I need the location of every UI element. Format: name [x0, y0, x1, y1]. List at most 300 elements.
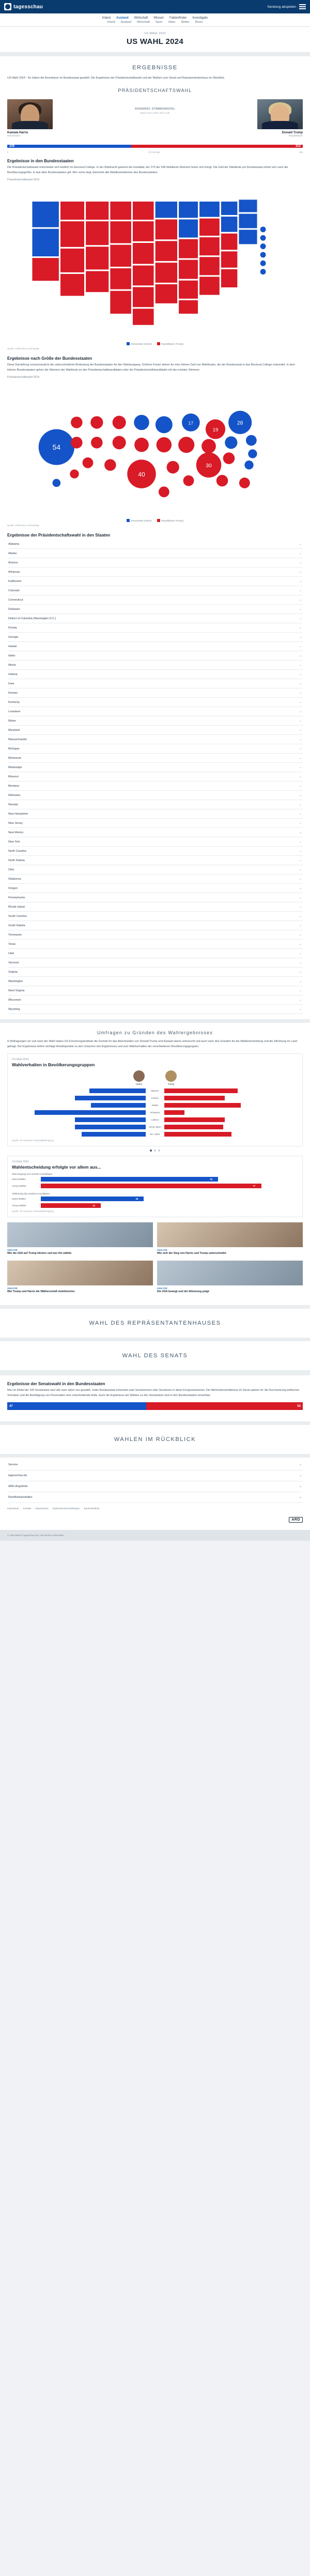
state-row[interactable] — [7, 893, 303, 902]
chevron-down-icon: ⌄ — [299, 673, 302, 677]
state-label: Oklahoma — [8, 877, 21, 881]
hamburger-icon[interactable] — [299, 3, 306, 10]
bar-label: Harris-Wähler — [12, 1198, 26, 1201]
poll-card-kicker: US-Wahl 2024 — [12, 1058, 29, 1062]
candidate-harris — [7, 99, 53, 137]
map-source: Quelle: AP/Election.com/nasdaq — [7, 347, 39, 350]
state-row[interactable] — [7, 651, 303, 661]
state-label: Maryland — [8, 728, 20, 732]
state-label: Rhode Island — [8, 905, 25, 909]
brand-logo[interactable] — [4, 3, 43, 10]
state-row[interactable] — [7, 875, 303, 884]
candidate-trump — [257, 99, 303, 137]
legend-rep: Republikaner (Trump) — [157, 342, 184, 345]
bar-label: Harris-Wähler — [12, 1178, 26, 1181]
nav-item-5[interactable]: Investigativ — [192, 17, 208, 20]
nav-row-secondary — [0, 20, 310, 24]
polls-intro: In Befragungen vor und nach der Wahl haben US-Forschungsinstitute die Gründe für das Abschneiden von Donald Trump und Kamala Harris untersucht und auch nach den Gründen für die Wahlentscheidung und die Stimmung im Land gefragt. Die Ergebnisse liefern wichtige Anhaltspunkte zu den Ursachen des Ergebnisses und zum Wahlverhalten der verschiedenen Bevölkerungsgruppen. — [7, 1040, 297, 1048]
state-row[interactable] — [7, 735, 303, 744]
candidate-photo-trump — [257, 99, 303, 129]
state-label: Michigan — [8, 747, 20, 750]
state-label: Connecticut — [8, 598, 23, 602]
electoral-map-label: Präsidentschaftswahl 2024 — [7, 178, 39, 182]
chevron-down-icon: ⌄ — [299, 933, 302, 937]
chevron-down-icon: ⌄ — [299, 906, 302, 909]
results-intro: US-Wahl 2024 - So haben die Amerikaner im Bundesstaat gewählt. Die Ergebnisse der Präsidentschaftswahl und der Wahlen zum Senat und Repräsentantenhaus im Überblick. — [7, 76, 225, 80]
states-accordion — [7, 540, 303, 1014]
state-row[interactable] — [7, 847, 303, 856]
chevron-down-icon: ⌄ — [299, 999, 302, 1002]
chevron-down-icon: ⌄ — [299, 571, 302, 574]
state-row[interactable] — [7, 633, 303, 642]
state-row[interactable] — [7, 540, 303, 549]
state-label: Georgia — [8, 635, 19, 639]
chevron-down-icon: ⌄ — [299, 682, 302, 686]
subnav-item-2[interactable]: Wirtschaft — [137, 21, 150, 24]
play-broadcast-link[interactable]: Sendung abspielen — [267, 5, 296, 9]
chevron-down-icon: ⌄ — [299, 1496, 302, 1499]
candidate-name-trump: Donald Trump — [282, 131, 303, 135]
bubble-map-source: Quelle: AP/Election.com/nasdaq — [7, 524, 39, 527]
state-row[interactable] — [7, 763, 303, 772]
electoral-map-text: Die Präsidentschaftswahl entscheidet sich letztlich im Electoral College. In der Wahlnacht gewinnt der Kandidat, der 270 der 538 Wahlleute-Stimmen hinter sich bringt. Die Zahl der Wahlleute pro Bundesstaat richtet sich nach der Bevölkerungsgröße. In fast allen Bundesstaaten gilt: Wer vorne liegt, bekommt alle Wahlleutestimmen des Bundesstaates. — [7, 166, 288, 174]
chevron-down-icon: ⌄ — [299, 729, 302, 732]
chevron-down-icon: ⌄ — [299, 840, 302, 844]
state-label: Wyoming — [8, 1007, 20, 1011]
svg-text:30: 30 — [206, 463, 212, 469]
bubble-map[interactable] — [7, 373, 303, 528]
brand-label: tagesschau — [13, 4, 43, 10]
state-row[interactable] — [7, 549, 303, 558]
group-label: Schwarze — [150, 1111, 160, 1114]
footer-accordion-ard[interactable] — [7, 1481, 303, 1492]
state-label: West Virginia — [8, 989, 25, 992]
chevron-down-icon: ⌄ — [299, 785, 302, 788]
poll-cand-harris — [133, 1070, 145, 1085]
teaser-card[interactable] — [157, 1261, 303, 1294]
poll-group-row: 83 Schwarze 15 — [12, 1110, 298, 1115]
state-row[interactable] — [7, 568, 303, 577]
group-label: 65+ Jahre — [150, 1133, 160, 1136]
chevron-down-icon: ⌄ — [299, 589, 302, 593]
house-section-title: WAHL DES REPRÄSENTANTENHAUSES — [0, 1309, 310, 1338]
map-legend — [7, 342, 303, 345]
state-row[interactable] — [7, 614, 303, 623]
result-status-label: ERGEBNIS, STIMMENANTEIL — [135, 108, 175, 111]
teaser-card[interactable] — [157, 1222, 303, 1255]
chevron-down-icon: ⌄ — [299, 552, 302, 556]
footer-accordion-label: Service — [8, 1463, 18, 1467]
subnav-item-4[interactable]: Video — [168, 21, 176, 24]
teaser-tag: ANALYSE — [7, 1249, 18, 1252]
poll-card2-title: Wahlentscheidung erfolgte vor allem aus... — [12, 1164, 101, 1170]
chevron-down-icon: ⌄ — [299, 794, 302, 798]
state-row[interactable] — [7, 977, 303, 986]
poll-bar-row: Trump-Wähler 77 — [12, 1184, 298, 1188]
chevron-down-icon: ⌄ — [299, 971, 302, 974]
teaser-title: Wie die USA auf Trump blicken und wer ihn wählte — [7, 1252, 72, 1255]
chevron-down-icon: ⌄ — [299, 692, 302, 695]
candidates-row — [7, 97, 303, 137]
bubble-map-title: Ergebnisse nach Größe der Bundesstaaten — [7, 356, 92, 361]
retrospective-section-title: WAHLEN IM RÜCKBLICK — [0, 1425, 310, 1454]
teaser-row-1 — [7, 1222, 303, 1255]
chevron-down-icon: ⌄ — [299, 915, 302, 918]
chevron-down-icon: ⌄ — [299, 645, 302, 649]
state-row[interactable] — [7, 800, 303, 809]
bar-label: Trump-Wähler — [12, 1185, 26, 1188]
teaser-card[interactable] — [7, 1222, 153, 1255]
poll-card2-source: Quelle: AP VoteCast / Nachwahlbefragung — [12, 1210, 54, 1213]
state-label: Alabama — [8, 542, 20, 546]
topbar — [0, 0, 310, 13]
state-row[interactable] — [7, 902, 303, 912]
state-row[interactable] — [7, 661, 303, 670]
state-label: Hawaii — [8, 645, 17, 648]
page-header — [0, 27, 310, 53]
footer-accordion-broadcasters[interactable] — [7, 1492, 303, 1503]
state-row[interactable] — [7, 754, 303, 763]
poll-bar-row: Harris-Wähler 62 — [12, 1177, 298, 1182]
state-row[interactable] — [7, 744, 303, 754]
state-label: Indiana — [8, 672, 18, 676]
candidate-photo-harris — [7, 99, 53, 129]
svg-text:28: 28 — [237, 420, 243, 426]
footer-link-imprint[interactable]: Impressum — [7, 1507, 19, 1510]
result-status — [53, 99, 257, 114]
state-label: Mississippi — [8, 765, 22, 769]
chevron-down-icon: ⌄ — [299, 1485, 302, 1489]
nav-item-3[interactable]: Wissen — [153, 17, 164, 20]
state-row[interactable] — [7, 940, 303, 949]
group-label: Männer — [151, 1090, 159, 1093]
bubble-legend-dem: Demokraten (Harris) — [127, 519, 152, 522]
page-kicker: US-WAHL 2024 — [144, 32, 166, 35]
senate-results-title: Ergebnisse der Senatswahl in den Bundesstaaten — [7, 1382, 105, 1387]
chevron-down-icon: ⌄ — [299, 896, 302, 900]
chevron-down-icon: ⌄ — [299, 1474, 302, 1478]
teaser-tag: ANALYSE — [157, 1249, 167, 1252]
state-label: Washington — [8, 979, 23, 983]
state-label: South Carolina — [8, 914, 27, 918]
state-label: Utah — [8, 952, 14, 955]
teaser-image — [7, 1261, 153, 1285]
teaser-title: Wie Trump und Harris die Wählerschaft mobilisierten — [7, 1290, 75, 1294]
state-label: North Carolina — [8, 849, 26, 853]
state-label: North Dakota — [8, 858, 25, 862]
state-row[interactable] — [7, 642, 303, 651]
electoral-vote-bar — [7, 142, 303, 150]
teaser-title: Die USA bewegt und die Stimmung prägt — [157, 1290, 209, 1294]
state-row[interactable] — [7, 670, 303, 679]
senate-section-title: WAHL DES SENATS — [0, 1341, 310, 1370]
teaser-card[interactable] — [7, 1261, 153, 1294]
state-label: Illinois — [8, 663, 16, 667]
svg-text:54: 54 — [52, 443, 61, 452]
poll-subgroup-1-label: Überzeugung von meinem Kandidaten — [12, 1173, 53, 1176]
poll-bar-row: Trump-Wähler 21 — [12, 1203, 298, 1208]
state-row[interactable] — [7, 828, 303, 837]
subnav-item-0[interactable]: Inland — [107, 21, 115, 24]
state-label: Arizona — [8, 561, 18, 564]
results-section — [0, 56, 310, 1019]
senate-results-section — [0, 1375, 310, 1421]
footer-link-accessibility[interactable]: Barrierefreiheit — [84, 1507, 100, 1510]
teaser-image — [7, 1222, 153, 1247]
state-label: Idaho — [8, 654, 16, 657]
poll-group-row: 41 Weiße 57 — [12, 1103, 298, 1108]
poll-card2-kicker: US-Wahl 2024 — [12, 1160, 29, 1164]
state-row[interactable] — [7, 707, 303, 716]
group-label: Latinos — [151, 1118, 159, 1122]
group-label: Frauen — [151, 1097, 159, 1100]
state-row[interactable] — [7, 968, 303, 977]
teaser-title: Wie sich der Sieg von Harris und Trump unterscheidet — [157, 1252, 226, 1255]
state-label: Louisiana — [8, 710, 21, 713]
state-row[interactable] — [7, 781, 303, 791]
topbar-actions — [267, 3, 306, 10]
state-label: Florida — [8, 626, 17, 630]
footer-links — [7, 1507, 303, 1510]
bubble-map-label: Präsidentschaftswahl 2024 — [7, 376, 39, 379]
page-title: US WAHL 2024 — [126, 37, 184, 46]
state-row[interactable] — [7, 809, 303, 819]
bubble-legend-rep: Republikaner (Trump) — [157, 519, 184, 522]
footer-link-privacy[interactable]: Datenschutz — [35, 1507, 49, 1510]
teaser-image — [157, 1222, 303, 1247]
chevron-down-icon: ⌄ — [299, 878, 302, 881]
poll-card-motivation — [7, 1156, 303, 1217]
poll-card-voting-groups — [7, 1053, 303, 1146]
scale-left: 0 — [7, 151, 9, 154]
poll-subgroup-2-label: Ablehnung des anderen Kandidaten — [12, 1192, 50, 1195]
state-row[interactable] — [7, 884, 303, 893]
state-label: Iowa — [8, 682, 14, 685]
poll-card-title: Wahlverhalten in Bevölkerungsgruppen — [12, 1062, 95, 1068]
results-title: ERGEBNISSE — [132, 65, 178, 71]
chevron-down-icon: ⌄ — [299, 719, 302, 723]
poll-cand-trump — [165, 1070, 177, 1085]
chevron-down-icon: ⌄ — [299, 543, 302, 546]
subnav-item-1[interactable]: Ausland — [120, 21, 131, 24]
candidate-party-harris: Demokraten — [7, 134, 21, 137]
chevron-down-icon: ⌄ — [299, 887, 302, 891]
state-label: Montana — [8, 784, 19, 788]
result-status-time: Stand: 06.11.2024, 06:41 Uhr — [140, 112, 170, 115]
subnav-item-3[interactable]: Sport — [155, 21, 163, 24]
group-label: 18-29 Jahre — [149, 1126, 161, 1129]
footer — [0, 1458, 310, 1530]
chevron-down-icon: ⌄ — [299, 924, 302, 928]
state-row[interactable] — [7, 837, 303, 847]
chevron-down-icon: ⌄ — [299, 775, 302, 779]
state-row[interactable] — [7, 958, 303, 968]
chevron-down-icon: ⌄ — [299, 664, 302, 667]
chevron-down-icon: ⌄ — [299, 757, 302, 760]
state-row[interactable] — [7, 688, 303, 698]
svg-text:19: 19 — [212, 427, 219, 433]
svg-text:40: 40 — [138, 471, 145, 479]
nav-row-primary — [0, 16, 310, 20]
state-row[interactable] — [7, 1005, 303, 1014]
state-label: Arkansas — [8, 570, 20, 574]
state-row[interactable] — [7, 791, 303, 800]
state-label: Massachusetts — [8, 738, 27, 741]
chevron-down-icon: ⌄ — [299, 580, 302, 584]
chevron-down-icon: ⌄ — [299, 617, 302, 621]
chevron-down-icon: ⌄ — [299, 831, 302, 835]
state-row[interactable] — [7, 949, 303, 958]
footer-accordion-label: Rundfunkanstalten — [8, 1496, 33, 1499]
state-row[interactable] — [7, 726, 303, 735]
state-row[interactable] — [7, 921, 303, 930]
chevron-down-icon: ⌄ — [299, 766, 302, 770]
state-label: Alaska — [8, 551, 17, 555]
scale-right: 538 — [299, 151, 303, 154]
state-row[interactable] — [7, 605, 303, 614]
state-row[interactable] — [7, 586, 303, 595]
poll-group-row: 48 65+ Jahre 50 — [12, 1132, 298, 1137]
state-label: Colorado — [8, 589, 20, 592]
poll-groups-chart — [12, 1088, 298, 1140]
state-label: New Jersey — [8, 821, 23, 825]
state-label: Delaware — [8, 607, 20, 611]
candidate-party-trump: Republikaner — [288, 134, 303, 137]
senate-seats-bar — [7, 1402, 303, 1410]
candidate-name-harris: Kamala Harris — [7, 131, 28, 135]
poll-cand-label-right: Trump — [167, 1083, 175, 1086]
teaser-tag: ANALYSE — [157, 1287, 167, 1290]
senate-bar-dem: 47 — [7, 1402, 146, 1410]
electoral-scale — [7, 151, 303, 154]
state-label: Virginia — [8, 970, 18, 974]
state-label: Maine — [8, 719, 16, 723]
electoral-map-title: Ergebnisse in den Bundesstaaten — [7, 159, 74, 164]
chevron-down-icon: ⌄ — [299, 803, 302, 807]
state-row[interactable] — [7, 856, 303, 865]
chevron-down-icon: ⌄ — [299, 654, 302, 658]
chevron-down-icon: ⌄ — [299, 738, 302, 742]
bubble-map-legend — [7, 519, 303, 522]
state-label: Kalifornien — [8, 579, 22, 583]
state-label: South Dakota — [8, 924, 25, 927]
state-label: Texas — [8, 942, 16, 946]
state-row[interactable] — [7, 865, 303, 875]
state-label: Pennsylvania — [8, 896, 25, 899]
state-label: Kansas — [8, 691, 18, 695]
scale-mid: 270 benötigt — [148, 151, 160, 154]
teaser-image — [157, 1261, 303, 1285]
state-label: Nebraska — [8, 793, 21, 797]
polls-section — [0, 1023, 310, 1305]
copyright: © ARD-aktuell / tagesschau.de | Alle Rechte vorbehalten — [0, 1530, 310, 1541]
chevron-down-icon: ⌄ — [299, 859, 302, 863]
us-choropleth-map-svg[interactable] — [7, 182, 303, 338]
electoral-bar-dem: 226 — [7, 145, 131, 148]
chevron-down-icon: ⌄ — [299, 710, 302, 714]
chevron-down-icon: ⌄ — [299, 822, 302, 825]
carousel-dots[interactable] — [7, 1149, 303, 1152]
bar-label: Trump-Wähler — [12, 1204, 26, 1207]
state-row[interactable] — [7, 577, 303, 586]
state-row[interactable] — [7, 995, 303, 1005]
state-label: Minnesota — [8, 756, 21, 760]
footer-link-contact[interactable]: Kontakt — [23, 1507, 32, 1510]
main-navigation — [0, 13, 310, 27]
state-label: New Hampshire — [8, 812, 28, 816]
state-row[interactable] — [7, 698, 303, 707]
state-row[interactable] — [7, 772, 303, 781]
electoral-bar-rep: 312 — [131, 145, 303, 148]
state-row[interactable] — [7, 558, 303, 568]
state-row[interactable] — [7, 930, 303, 940]
chevron-down-icon: ⌄ — [299, 812, 302, 816]
senate-results-text: Neu im Drittel der 100 Senatssitze wird alle zwei Jahre neu gewählt. Jeder Bundesstaat entsendet zwei Senatorinnen oder Senatoren in diese Kongresskammer. Die Mehrheitsverhältnisse im Senat spielen für die Durchsetzung politischer Vorhaben und die Bestätigung von Personalien eine entscheidende Rolle. Auch die Ergebnisse der Wahlen zu den Senatssitze sind in den Bundesstaaten einsehbar. — [7, 1389, 300, 1397]
bubble-map-text: Diese Darstellung veranschaulicht die unterschiedliche Bedeutung der Bundesstaaten für den Wahlausgang. Größere Kreise stehen für eine höhere Zahl von Wahlleuten, die der Bundesstaat in das Electoral College entsendet. In dem kleinen Bundesstaaten gehen die Stimmen der Wahlleute an den Präsidentschaftskandidaten oder die Präsidentschaftskandidatin mit den meisten Stimmen. — [7, 363, 295, 372]
nav-item-4[interactable]: Faktenfinder — [169, 17, 187, 20]
nav-item-0[interactable]: Inland — [102, 17, 111, 20]
senate-bar-rep: 53 — [146, 1402, 303, 1410]
chevron-down-icon: ⌄ — [299, 608, 302, 611]
state-label: Ohio — [8, 868, 14, 871]
state-label: Oregon — [8, 886, 18, 890]
state-label: Tennessee — [8, 933, 22, 937]
state-label: Missouri — [8, 775, 19, 778]
state-row[interactable] — [7, 623, 303, 633]
state-label: New Mexico — [8, 831, 24, 834]
state-row[interactable] — [7, 986, 303, 995]
chevron-down-icon: ⌄ — [299, 980, 302, 984]
state-row[interactable] — [7, 595, 303, 605]
footer-accordion-service[interactable] — [7, 1460, 303, 1470]
ard-logo: ARD — [289, 1517, 303, 1523]
teaser-tag: ANALYSE — [7, 1287, 18, 1290]
chevron-down-icon: ⌄ — [299, 599, 302, 602]
subnav-item-6[interactable]: Börse — [195, 21, 203, 24]
state-label: Kentucky — [8, 700, 20, 704]
poll-source: Quelle: AP VoteCast / Nachwahlbefragung — [12, 1139, 54, 1142]
chevron-down-icon: ⌄ — [299, 952, 302, 956]
state-row[interactable] — [7, 716, 303, 726]
chevron-down-icon: ⌄ — [299, 850, 302, 853]
subnav-item-5[interactable]: Wetter — [181, 21, 190, 24]
us-bubble-map-svg[interactable] — [7, 380, 303, 514]
footer-link-privacy-settings[interactable]: Datenschutzeinstellungen — [52, 1507, 80, 1510]
chevron-down-icon: ⌄ — [299, 561, 302, 565]
footer-bottom — [7, 1517, 303, 1523]
chevron-down-icon: ⌄ — [299, 1463, 302, 1467]
states-list-title: Ergebnisse der Präsidentschaftswahl in den Staaten — [7, 533, 111, 538]
electoral-map[interactable] — [7, 175, 303, 351]
state-row[interactable] — [7, 819, 303, 828]
state-label: New York — [8, 840, 20, 844]
nav-item-2[interactable]: Wirtschaft — [134, 17, 148, 20]
tagesschau-logo-icon — [4, 3, 11, 10]
nav-item-1[interactable]: Ausland — [116, 17, 129, 20]
svg-text:17: 17 — [188, 420, 194, 426]
state-label: District of Columbia (Washington D.C.) — [8, 617, 56, 620]
chevron-down-icon: ⌄ — [299, 626, 302, 630]
group-label: Weiße — [151, 1104, 159, 1107]
footer-accordion-tagesschau[interactable] — [7, 1470, 303, 1481]
state-row[interactable] — [7, 679, 303, 688]
chevron-down-icon: ⌄ — [299, 636, 302, 639]
poll-group-row: 42 Männer 55 — [12, 1088, 298, 1093]
state-label: Vermont — [8, 961, 19, 964]
poll-group-row: 53 18-29 Jahre 44 — [12, 1125, 298, 1129]
state-row[interactable] — [7, 912, 303, 921]
poll-cand-label-left: Harris — [136, 1083, 142, 1086]
